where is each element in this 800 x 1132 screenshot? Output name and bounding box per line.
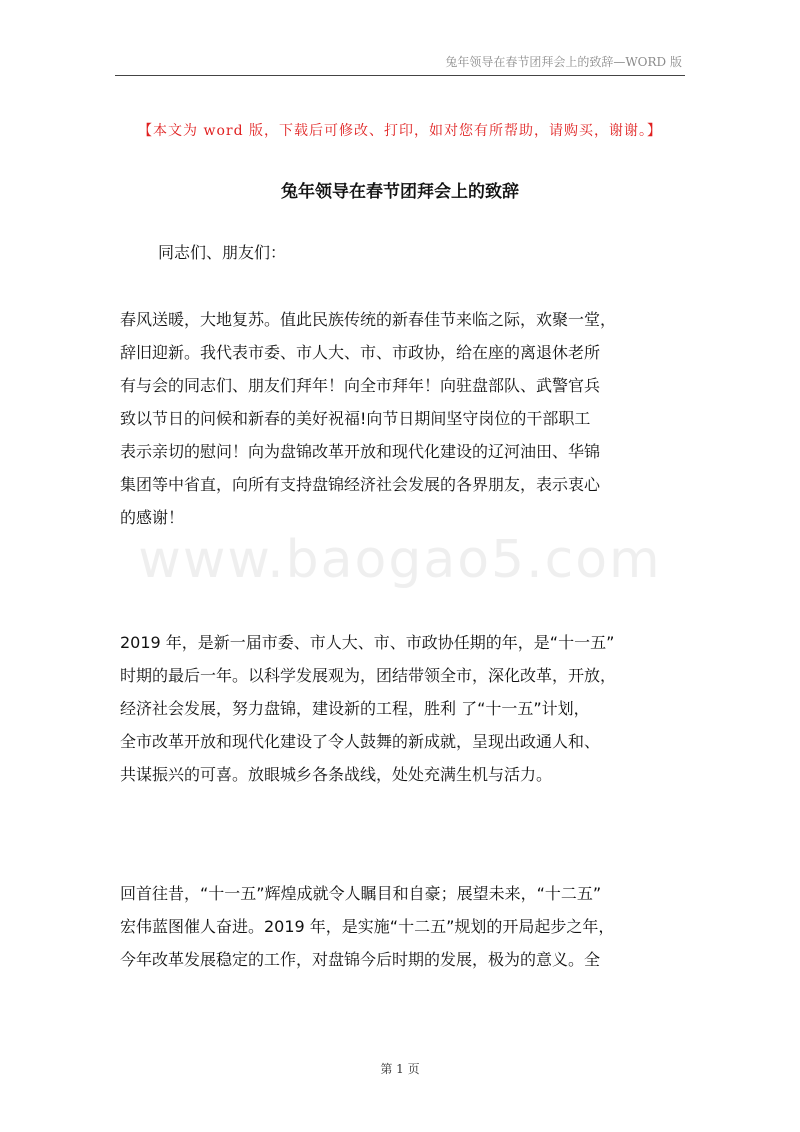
paragraph-line: 春风送暖，大地复苏。值此民族传统的新春佳节来临之际，欢聚一堂， [120,310,617,329]
download-notice: 【本文为 word 版，下载后可修改、打印，如对您有所帮助，请购买，谢谢。】 [138,123,662,139]
salutation: 同志们、朋友们： [158,243,287,262]
paragraph-line: 表示亲切的慰问！向为盘锦改革开放和现代化建设的辽河油田、华锦 [120,442,601,461]
page-number: 第 1 页 [380,1062,420,1076]
body-paragraph [120,303,690,534]
paragraph-line: 宏伟蓝图催人奋进。2019 年，是实施“十二五”规划的开局起步之年， [120,917,615,936]
watermark: www.baogao5.com [138,530,662,590]
paragraph-line: 今年改革发展稳定的工作，对盘锦今后时期的发展，极为的意义。全 [120,950,601,969]
paragraph-line: 回首往昔，“十一五”辉煌成就令人瞩目和自豪；展望未来，“十二五” [120,884,602,903]
document-title: 兔年领导在春节团拜会上的致辞 [281,182,519,202]
header-divider [115,75,685,76]
paragraph-line: 经济社会发展，努力盘锦，建设新的工程，胜利 了“十一五”计划， [120,699,590,718]
paragraph-line: 全市改革开放和现代化建设了令人鼓舞的新成就，呈现出政通人和、 [120,732,601,751]
body-paragraph [120,877,690,976]
paragraph-line: 集团等中省直，向所有支持盘锦经济社会发展的各界朋友，表示衷心 [120,475,601,494]
running-header: 兔年领导在春节团拜会上的致辞—WORD 版 [445,55,682,69]
paragraph-line: 有与会的同志们、朋友们拜年！向全市拜年！向驻盘部队、武警官兵 [120,376,601,395]
paragraph-line: 的感谢！ [120,508,185,527]
paragraph-line: 致以节日的问候和新春的美好祝福!向节日期间坚守岗位的干部职工 [120,409,591,428]
paragraph-line: 2019 年，是新一届市委、市人大、市、市政协任期的年，是“十一五” [120,633,615,652]
paragraph-line: 辞旧迎新。我代表市委、市人大、市、市政协，给在座的离退休老所 [120,343,601,362]
paragraph-line: 共谋振兴的可喜。放眼城乡各条战线，处处充满生机与活力。 [120,765,553,784]
body-paragraph [120,626,690,791]
paragraph-line: 时期的最后一年。以科学发展观为，团结带领全市，深化改革，开放， [120,666,617,685]
